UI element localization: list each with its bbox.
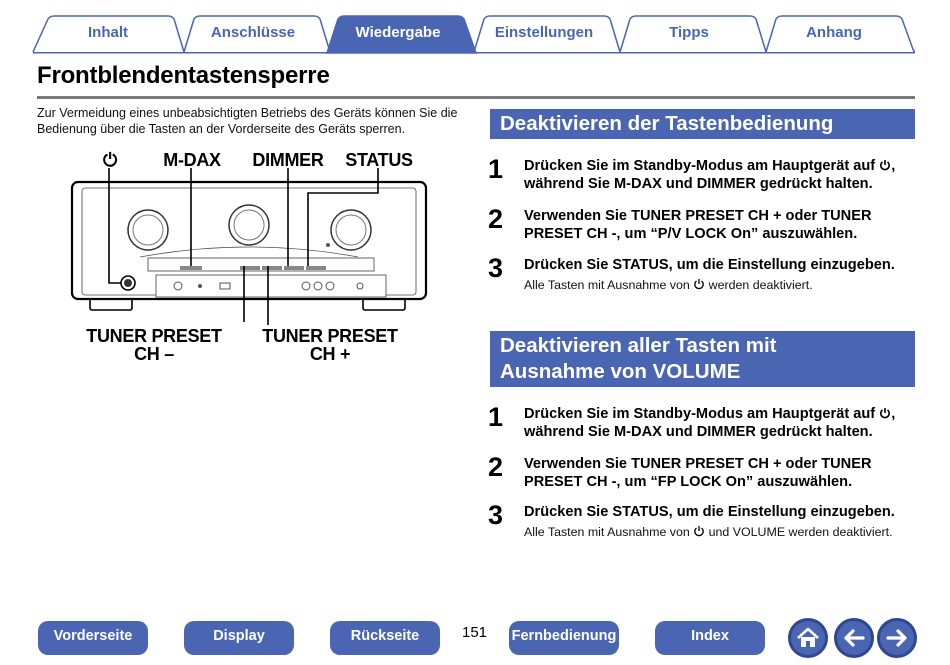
label-tuner-preset-plus-line2: CH + <box>309 344 351 364</box>
section1-step-2 <box>488 206 918 246</box>
label-tuner-preset-plus-line1: TUNER PRESET <box>262 326 398 346</box>
section1-step-1 <box>488 156 918 196</box>
power-icon <box>879 407 891 419</box>
nav-rear-panel-button[interactable]: Rückseite <box>330 621 440 655</box>
label-tuner-preset-minus <box>84 327 224 363</box>
step-text: Verwenden Sie TUNER PRESET CH + oder TUNER PRESET CH -, um “FP LOCK On” auszuwählen. <box>524 456 872 490</box>
step-note-part: Alle Tasten mit Ausnahme von <box>524 278 694 292</box>
tab-einstellungen[interactable]: Einstellungen <box>494 24 594 41</box>
arrow-right-icon <box>884 625 910 651</box>
step-text: Verwenden Sie TUNER PRESET CH + oder TUNER PRESET CH -, um “P/V LOCK On” auszuwählen. <box>524 208 872 242</box>
step-text <box>524 157 914 193</box>
step-note <box>524 277 813 293</box>
forward-button[interactable] <box>877 618 917 658</box>
back-button[interactable] <box>834 618 874 658</box>
step-note-part: Alle Tasten mit Ausnahme von <box>524 525 694 539</box>
section-heading-line1: Deaktivieren aller Tasten mit <box>500 334 777 357</box>
step-text-part: Drücken Sie im Standby-Modus am Hauptgerät auf <box>524 158 880 174</box>
step-text <box>524 405 914 441</box>
section-heading-line2: Ausnahme von VOLUME <box>500 360 741 383</box>
intro-text: Zur Vermeidung eines unbeabsichtigten Betriebs des Geräts können Sie die Bedienung über die Tasten an der Vorderseite des Geräts sperren. <box>37 106 458 136</box>
nav-index-button[interactable]: Index <box>655 621 765 655</box>
home-icon <box>795 625 821 651</box>
page-title: Frontblendentastensperre <box>37 62 330 89</box>
step-text: Drücken Sie STATUS, um die Einstellung einzugeben. <box>524 257 895 273</box>
section1-step-3 <box>488 255 918 295</box>
title-divider <box>37 96 915 99</box>
power-icon <box>879 159 891 171</box>
tab-wiedergabe[interactable]: Wiedergabe <box>355 24 441 41</box>
section-heading-deactivate-buttons: Deaktivieren der Tastenbedienung <box>490 109 915 139</box>
arrow-left-icon <box>841 625 867 651</box>
label-tuner-preset-minus-line2: CH – <box>134 344 174 364</box>
section2-step-2 <box>488 454 918 494</box>
page-number: 151 <box>462 624 488 641</box>
label-m-dax: M-DAX <box>163 150 221 170</box>
step-text-part: Drücken Sie im Standby-Modus am Hauptgerät auf <box>524 406 880 422</box>
front-panel-diagram <box>60 145 440 375</box>
step-note-part: und VOLUME werden deaktiviert. <box>705 525 893 539</box>
nav-front-panel-button[interactable]: Vorderseite <box>38 621 148 655</box>
tab-tipps[interactable]: Tipps <box>669 24 709 41</box>
tab-bar <box>0 0 950 56</box>
step-number: 3 <box>488 500 504 530</box>
label-status: STATUS <box>345 150 413 170</box>
section2-step-1 <box>488 404 918 444</box>
step-number: 3 <box>488 253 504 283</box>
tab-inhalt[interactable]: Inhalt <box>88 24 128 41</box>
label-tuner-preset-plus <box>260 327 400 363</box>
power-icon <box>693 525 705 537</box>
tab-anschluesse[interactable]: Anschlüsse <box>210 24 296 41</box>
step-note-part: werden deaktiviert. <box>705 278 813 292</box>
step-number: 1 <box>488 402 504 432</box>
tab-anhang[interactable]: Anhang <box>806 24 862 41</box>
label-tuner-preset-minus-line1: TUNER PRESET <box>86 326 222 346</box>
step-note <box>524 524 893 540</box>
step-number: 2 <box>488 204 504 234</box>
home-button[interactable] <box>788 618 828 658</box>
section2-step-3 <box>488 502 918 542</box>
nav-display-button[interactable]: Display <box>184 621 294 655</box>
step-number: 2 <box>488 452 504 482</box>
power-icon <box>693 278 705 290</box>
step-text-part: , während Sie M-DAX und DIMMER gedrückt halten. <box>524 406 896 440</box>
nav-remote-button[interactable]: Fernbedienung <box>509 621 619 655</box>
power-label-icon: ⏻ <box>103 150 117 170</box>
section-heading-deactivate-except-volume <box>490 331 915 387</box>
label-dimmer: DIMMER <box>252 150 324 170</box>
step-number: 1 <box>488 154 504 184</box>
step-text: Drücken Sie STATUS, um die Einstellung einzugeben. <box>524 504 895 520</box>
step-text-part: , während Sie M-DAX und DIMMER gedrückt halten. <box>524 158 896 192</box>
